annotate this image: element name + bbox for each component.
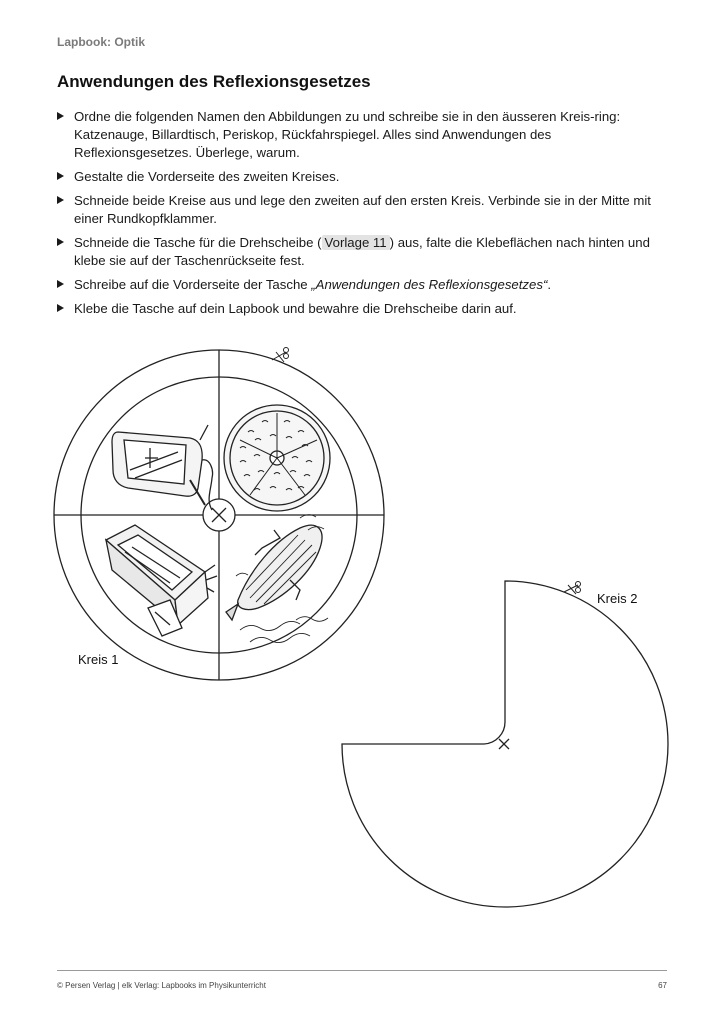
instruction-text: Ordne die folgenden Namen den Abbildungen zu und schreibe sie in den äusseren Kreis-ring: Katzenauge, Billardtisch, Periskop, Rückfahrspiegel. Alles sind Anwendungen des Reflexionsgesetzes. Überlege, warum.: [74, 109, 621, 160]
footer-divider: [57, 970, 667, 971]
circle-2: [342, 581, 668, 907]
bullet-icon: [57, 172, 64, 180]
bullet-icon: [57, 304, 64, 312]
reflector-box-icon: [106, 525, 217, 636]
header-label: Lapbook: Optik: [57, 35, 145, 49]
footer-copyright: © Persen Verlag | elk Verlag: Lapbooks im Physikunterricht: [57, 981, 266, 990]
instruction-item: [57, 276, 667, 294]
bullet-icon: [57, 112, 64, 120]
template-reference-link[interactable]: Vorlage 11: [322, 235, 390, 250]
bullet-icon: [57, 196, 64, 204]
instruction-text-before: Schneide die Tasche für die Drehscheibe (: [74, 235, 322, 250]
instruction-item: [57, 300, 667, 318]
instruction-text: Klebe die Tasche auf dein Lapbook und bewahre die Drehscheibe darin auf.: [74, 301, 517, 316]
instruction-text: Schneide beide Kreise aus und lege den zweiten auf den ersten Kreis. Verbinde sie in der Mitte mit einer Rundkopfklammer.: [74, 193, 651, 226]
scissors-icon: [564, 582, 581, 595]
instruction-text-before: Schreibe auf die Vorderseite der Tasche: [74, 277, 312, 292]
page-title: Anwendungen des Reflexionsgesetzes: [57, 72, 371, 91]
circle-2-label: Kreis 2: [597, 591, 638, 606]
instruction-text-after: .: [547, 277, 552, 292]
page-number: 67: [658, 981, 667, 990]
cat-eye-reflector-icon: [224, 405, 330, 511]
figure-drawing: [0, 330, 724, 930]
circle-1: [54, 350, 384, 680]
instruction-text-after: ) aus, falte die Klebeflächen nach hinten und klebe sie auf der Taschenrückseite fest.: [74, 235, 650, 268]
instruction-item: [57, 168, 667, 186]
instruction-item: [57, 192, 667, 228]
car-mirror-icon: [112, 425, 213, 510]
instruction-text: Gestalte die Vorderseite des zweiten Kreises.: [74, 169, 340, 184]
instruction-item: [57, 234, 667, 270]
periscope-submarine-icon: [226, 515, 328, 643]
instruction-italic-text: „Anwendungen des Reflexionsgesetzes“: [311, 277, 548, 292]
bullet-icon: [57, 280, 64, 288]
circle-1-label: Kreis 1: [78, 652, 119, 667]
instructions-list: [57, 108, 667, 324]
bullet-icon: [57, 238, 64, 246]
figure-area: [0, 330, 724, 935]
instruction-item: [57, 108, 667, 162]
